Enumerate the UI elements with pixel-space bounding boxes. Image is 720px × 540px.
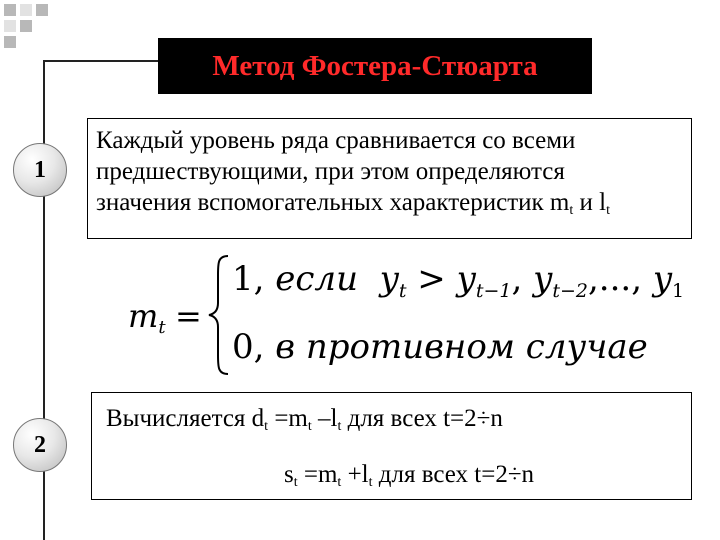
formula-equals: = bbox=[175, 297, 202, 335]
step-2-description bbox=[91, 392, 692, 500]
step-1-line: Каждый уровень ряда сравнивается со всеми bbox=[96, 127, 576, 154]
subscript: t bbox=[606, 203, 610, 218]
step-1-line-text: и l bbox=[573, 189, 607, 216]
step-1-number: 1 bbox=[34, 156, 46, 183]
step-1-line: предшествующими, при этом определяются bbox=[96, 158, 565, 185]
step-2-badge bbox=[13, 418, 67, 472]
corner-square bbox=[36, 4, 48, 16]
corner-square bbox=[20, 20, 32, 32]
curly-brace-icon bbox=[206, 253, 232, 377]
top-rule bbox=[43, 60, 158, 62]
formula-lhs: mt bbox=[128, 297, 166, 338]
corner-square bbox=[4, 4, 16, 16]
step-2-number: 2 bbox=[34, 431, 46, 458]
corner-square bbox=[20, 4, 32, 16]
step-1-line bbox=[96, 187, 691, 226]
subscript: t bbox=[569, 203, 574, 218]
corner-square bbox=[4, 20, 16, 32]
case-2: 0, в противном случае bbox=[232, 327, 648, 367]
case-1: 1, если $y_t > y_{t-1}$, $y_{t-2}$,..., $y_1$ bbox=[232, 259, 685, 302]
slide-title: Метод Фостера-Стюарта bbox=[158, 38, 592, 94]
corner-square bbox=[4, 36, 16, 48]
piecewise-formula bbox=[120, 245, 685, 380]
step-1-line-text: значения вспомогательных характеристик m bbox=[96, 189, 570, 216]
step-2-row-1: Вычисляется $d_t =m_t$ $-l_t$ для всех t=2÷n bbox=[106, 405, 503, 434]
step-1-description bbox=[87, 118, 692, 239]
step-1-badge bbox=[13, 143, 67, 197]
step-2-row-2: $s_t =m_t +l_t$ для всех t=2÷n bbox=[284, 461, 535, 490]
